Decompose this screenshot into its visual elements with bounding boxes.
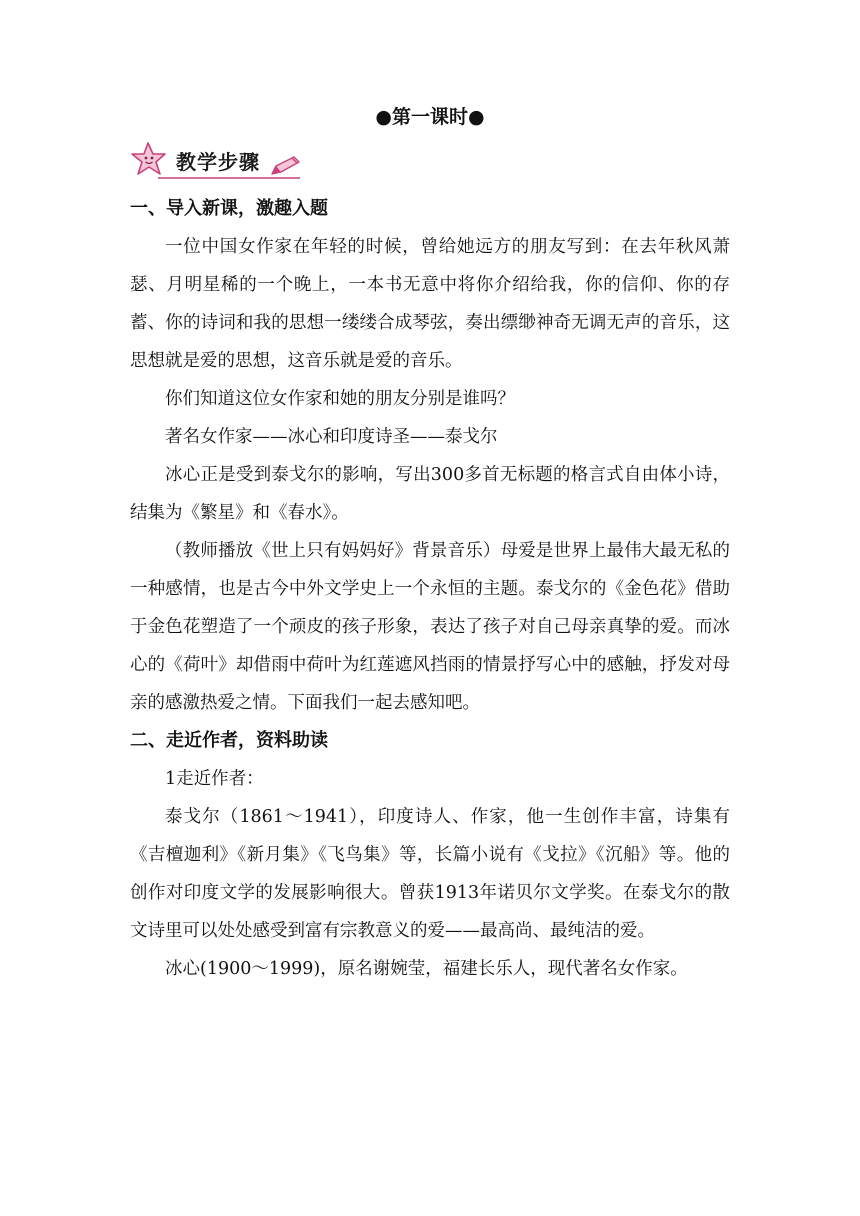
pencil-icon (266, 154, 306, 178)
section-intro (130, 190, 730, 722)
section-authors (130, 722, 730, 988)
paragraph: 一位中国女作家在年轻的时候，曾给她远方的朋友写到：在去年秋风萧瑟、月明星稀的一个晚上，一本书无意中将你介绍给我，你的信仰、你的存蓄、你的诗词和我的思想一缕缕合成琴弦，奏出缥缈神奇无调无声的音乐，这思想就是爱的思想，这音乐就是爱的音乐。 (130, 237, 730, 371)
lesson-content (130, 190, 730, 988)
teaching-steps-banner (128, 140, 303, 182)
banner-label: 教学步骤 (176, 150, 260, 174)
lesson-title: ●第一课时● (375, 106, 485, 128)
paragraph: 1走近作者： (165, 769, 264, 789)
section-heading: 一、导入新课，激趣入题 (130, 198, 328, 219)
banner-underline (158, 176, 300, 180)
paragraph: 泰戈尔（1861～1941），印度诗人、作家，他一生创作丰富，诗集有《吉檀迦利》《新月集》《飞鸟集》等，长篇小说有《戈拉》《沉船》等。他的创作对印度文学的发展影响很大。曾获1913年诺贝尔文学奖。在泰戈尔的散文诗里可以处处感受到富有宗教意义的爱——最高尚、最纯洁的爱。 (130, 807, 730, 941)
paragraph: 你们知道这位女作家和她的朋友分别是谁吗？ (165, 389, 515, 409)
paragraph: 冰心(1900～1999)，原名谢婉莹，福建长乐人，现代著名女作家。 (165, 959, 688, 979)
paragraph: （教师播放《世上只有妈妈好》背景音乐）母爱是世界上最伟大最无私的一种感情，也是古今中外文学史上一个永恒的主题。泰戈尔的《金色花》借助于金色花塑造了一个顽皮的孩子形象，表达了孩子对自己母亲真挚的爱。而冰心的《荷叶》却借雨中荷叶为红莲遮风挡雨的情景抒写心中的感触，抒发对母亲的感激热爱之情。下面我们一起去感知吧。 (130, 541, 730, 713)
paragraph: 冰心正是受到泰戈尔的影响，写出300多首无标题的格言式自由体小诗，结集为《繁星》和《春水》。 (130, 465, 730, 523)
paragraph: 著名女作家——冰心和印度诗圣——泰戈尔 (165, 427, 498, 447)
star-icon (128, 140, 174, 180)
section-heading: 二、走近作者，资料助读 (130, 730, 328, 751)
